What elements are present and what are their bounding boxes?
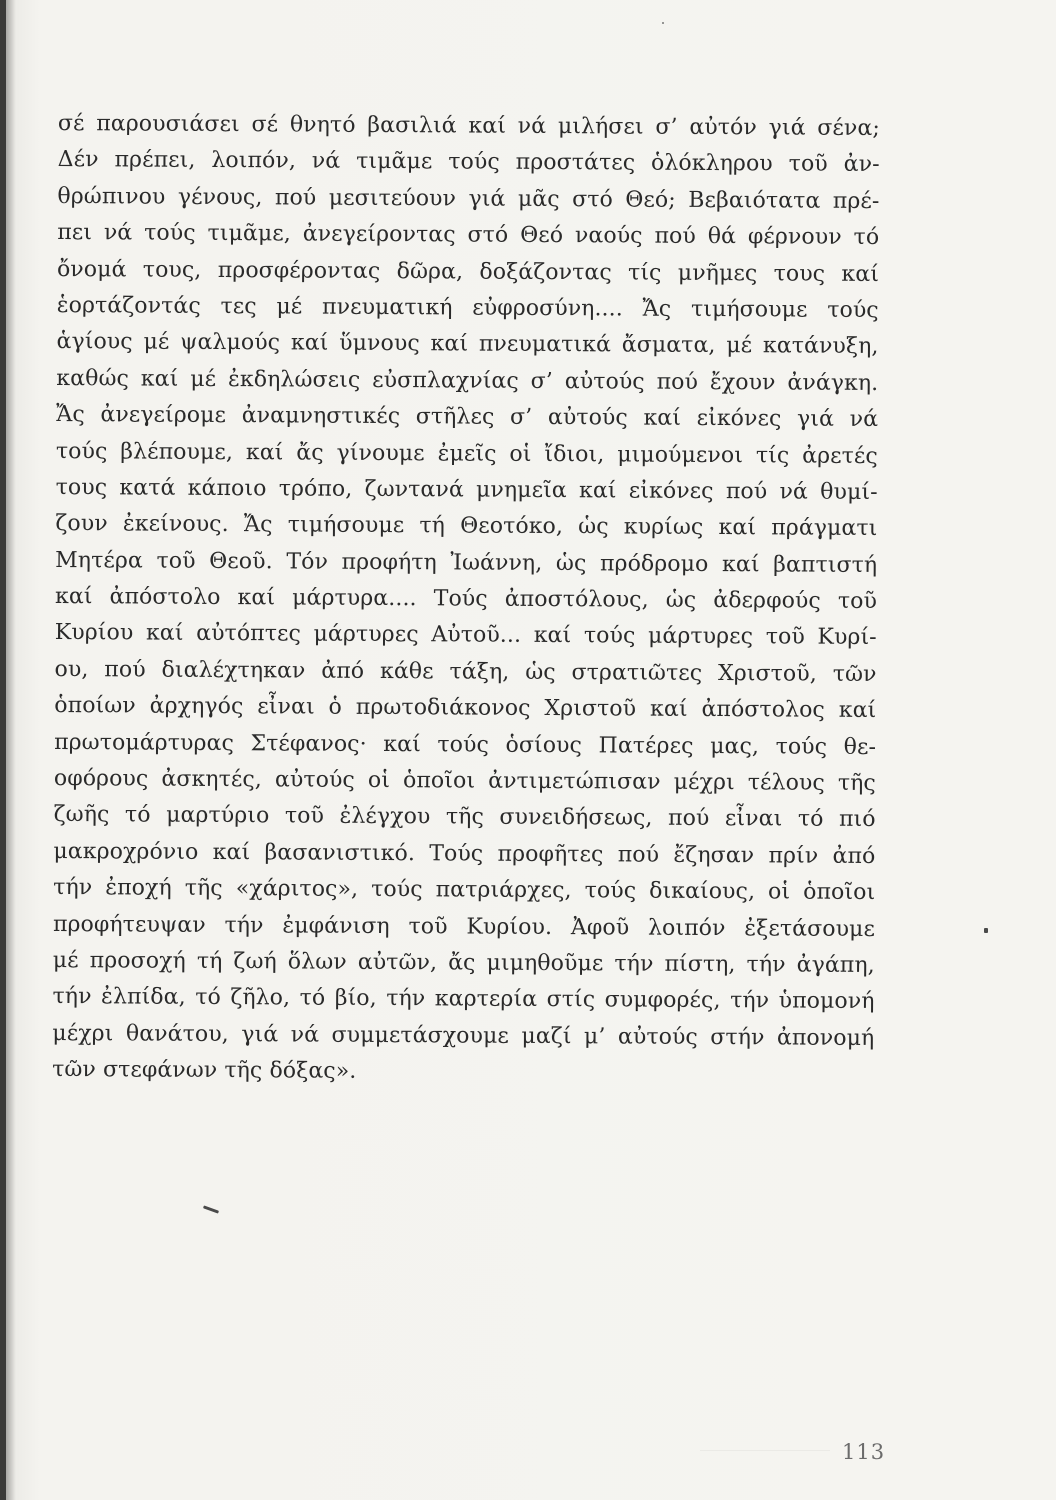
text-line: πρωτομάρτυρας Στέφανος· καί τούς ὁσίους Πατέρες μας, τούς θε- (54, 729, 877, 760)
text-line: ζωῆς τό μαρτύριο τοῦ ἐλέγχου τῆς συνειδήσεως, πού εἶναι τό πιό (53, 802, 876, 833)
text-line: σέ παρουσιάσει σέ θνητό βασιλιά καί νά μιλήσει σ’ αὐτόν γιά σένα; (57, 110, 880, 142)
body-text (52, 106, 880, 1094)
text-line: ζουν ἐκείνους. Ἄς τιμήσουμε τή Θεοτόκο, ὡς κυρίως καί πράγματι (55, 511, 878, 542)
text-line: τῶν στεφάνων τῆς δόξας». (52, 1057, 357, 1084)
ink-speck (984, 928, 988, 933)
ink-speck (662, 22, 664, 24)
text-line: ὄνομά τους, προσφέροντας δῶρα, δοξάζοντας τίς μνῆμες τους καί (56, 256, 880, 287)
text-line: καθώς καί μέ ἐκδηλώσεις εὐσπλαχνίας σ’ αὐτούς πού ἔχουν ἀνάγκη. (56, 365, 879, 396)
text-line: μέ προσοχή τή ζωή ὅλων αὐτῶν, ἄς μιμηθοῦμε τήν πίστη, τήν ἀγάπη, (52, 947, 875, 978)
text-line: τους κατά κάποιο τρόπο, ζωντανά μνημεῖα καί εἰκόνες πού νά θυμί- (55, 474, 878, 505)
text-line: Κυρίου καί αὐτόπτες μάρτυρες Αὐτοῦ... καί τούς μάρτυρες τοῦ Κυρί- (54, 620, 877, 651)
text-line: τούς βλέπουμε, καί ἄς γίνουμε ἐμεῖς οἱ ἴδιοι, μιμούμενοι τίς ἀρετές (55, 438, 878, 469)
bleed-through-caption (700, 1430, 830, 1451)
text-line: ὁποίων ἀρχηγός εἶναι ὁ πρωτοδιάκονος Χριστοῦ καί ἀπόστολος καί (54, 693, 877, 724)
text-line: ἑορτάζοντάς τες μέ πνευματική εὐφροσύνη.... Ἄς τιμήσουμε τούς (56, 292, 879, 323)
text-line: Ἄς ἀνεγείρομε ἀναμνηστικές στῆλες σ’ αὐτούς καί εἰκόνες γιά νά (56, 402, 879, 433)
text-line: Δέν πρέπει, λοιπόν, νά τιμᾶμε τούς προστάτες ὁλόκληρου τοῦ ἀν- (57, 147, 880, 178)
text-line: τήν ἐλπίδα, τό ζῆλο, τό βίο, τήν καρτερία στίς συμφορές, τήν ὑπομονή (52, 984, 875, 1015)
text-line: μακροχρόνιο καί βασανιστικό. Τούς προφῆτες πού ἔζησαν πρίν ἀπό (53, 838, 876, 869)
text-line: ἁγίους μέ ψαλμούς καί ὕμνους καί πνευματικά ἄσματα, μέ κατάνυξη, (56, 329, 879, 360)
text-line: μέχρι θανάτου, γιά νά συμμετάσχουμε μαζί μ’ αὐτούς στήν ἀπονομή (52, 1020, 875, 1051)
text-line: θρώπινου γένους, πού μεσιτεύουν γιά μᾶς στό Θεό; Βεβαιότατα πρέ- (57, 183, 880, 214)
binding-shadow (6, 0, 16, 1500)
text-line: οφόρους ἀσκητές, αὐτούς οἱ ὁποῖοι ἀντιμετώπισαν μέχρι τέλους τῆς (53, 766, 876, 797)
page-number: 113 (842, 1440, 886, 1464)
text-line: προφήτευψαν τήν ἐμφάνιση τοῦ Κυρίου. Ἀφοῦ λοιπόν ἐξετάσουμε (52, 911, 876, 942)
ink-speck (203, 1205, 219, 1213)
text-line: πει νά τούς τιμᾶμε, ἀνεγείροντας στό Θεό ναούς πού θά φέρνουν τό (57, 220, 880, 251)
text-line: καί ἀπόστολο καί μάρτυρα.... Τούς ἀποστόλους, ὡς ἀδερφούς τοῦ (54, 584, 878, 615)
text-line: τήν ἐποχή τῆς «χάριτος», τούς πατριάρχες, τούς δικαίους, οἱ ὁποῖοι (53, 875, 876, 906)
text-line: Μητέρα τοῦ Θεοῦ. Τόν προφήτη Ἰωάννη, ὡς πρόδρομο καί βαπτιστή (55, 547, 878, 578)
text-line: ου, πού διαλέχτηκαν ἀπό κάθε τάξη, ὡς στρατιῶτες Χριστοῦ, τῶν (54, 656, 877, 687)
